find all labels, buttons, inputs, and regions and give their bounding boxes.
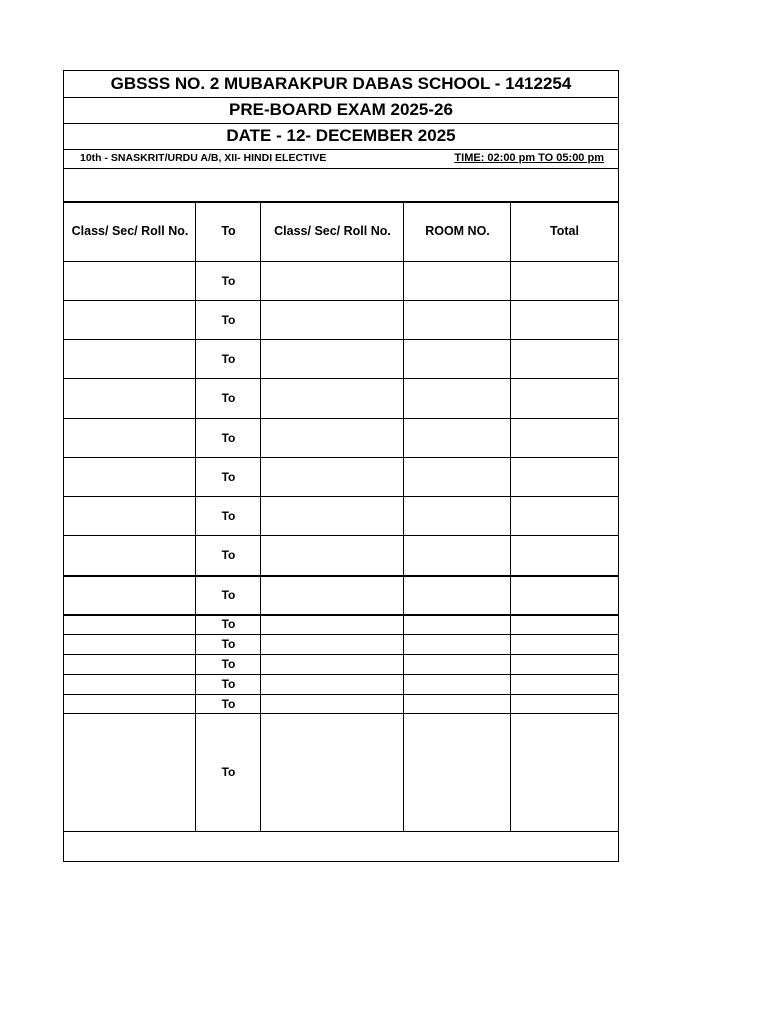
row-divider [64, 634, 618, 635]
column-header-room: ROOM NO. [425, 224, 490, 238]
row-divider [64, 457, 618, 458]
divider [64, 168, 618, 169]
row-to-label: To [221, 765, 236, 779]
column-header-class-from: Class/ Sec/ Roll No. [71, 224, 189, 238]
row-divider [64, 674, 618, 675]
row-to-label: To [221, 548, 236, 562]
exam-time: TIME: 02:00 pm TO 05:00 pm [454, 152, 604, 164]
row-divider [64, 378, 618, 379]
exam-title: PRE-BOARD EXAM 2025-26 [229, 100, 453, 119]
table-bottom-border [64, 831, 618, 832]
row-to-label: To [221, 351, 236, 366]
seating-plan-sheet [63, 70, 619, 862]
row-to-label: To [221, 469, 236, 484]
row-divider [64, 654, 618, 655]
row-divider [64, 694, 618, 695]
subject-line: 10th - SNASKRIT/URDU A/B, XII- HINDI ELECTIVE [80, 152, 327, 164]
exam-date: DATE - 12- DECEMBER 2025 [226, 126, 456, 145]
row-to-label: To [221, 677, 236, 691]
row-to-label: To [221, 430, 236, 445]
row-divider [64, 614, 618, 616]
row-to-label: To [221, 617, 236, 631]
row-to-label: To [221, 273, 236, 288]
row-divider [64, 713, 618, 714]
divider [64, 261, 618, 262]
row-divider [64, 300, 618, 301]
row-to-label: To [221, 696, 236, 711]
row-divider [64, 535, 618, 536]
row-to-label: To [221, 587, 236, 602]
row-divider [64, 418, 618, 419]
row-to-label: To [221, 637, 236, 651]
column-divider [510, 202, 511, 832]
column-header-total: Total [550, 224, 579, 238]
school-title: GBSSS NO. 2 MUBARAKPUR DABAS SCHOOL - 1412254 [110, 74, 572, 93]
row-to-label: To [221, 657, 236, 671]
row-to-label: To [221, 312, 236, 327]
row-divider [64, 339, 618, 340]
column-header-class-to: Class/ Sec/ Roll No. [274, 224, 391, 238]
row-to-label: To [221, 508, 236, 523]
divider [64, 149, 618, 150]
row-divider [64, 575, 618, 577]
column-divider [403, 202, 404, 832]
row-divider [64, 496, 618, 497]
column-header-to: To [221, 224, 236, 238]
row-to-label: To [221, 391, 236, 405]
